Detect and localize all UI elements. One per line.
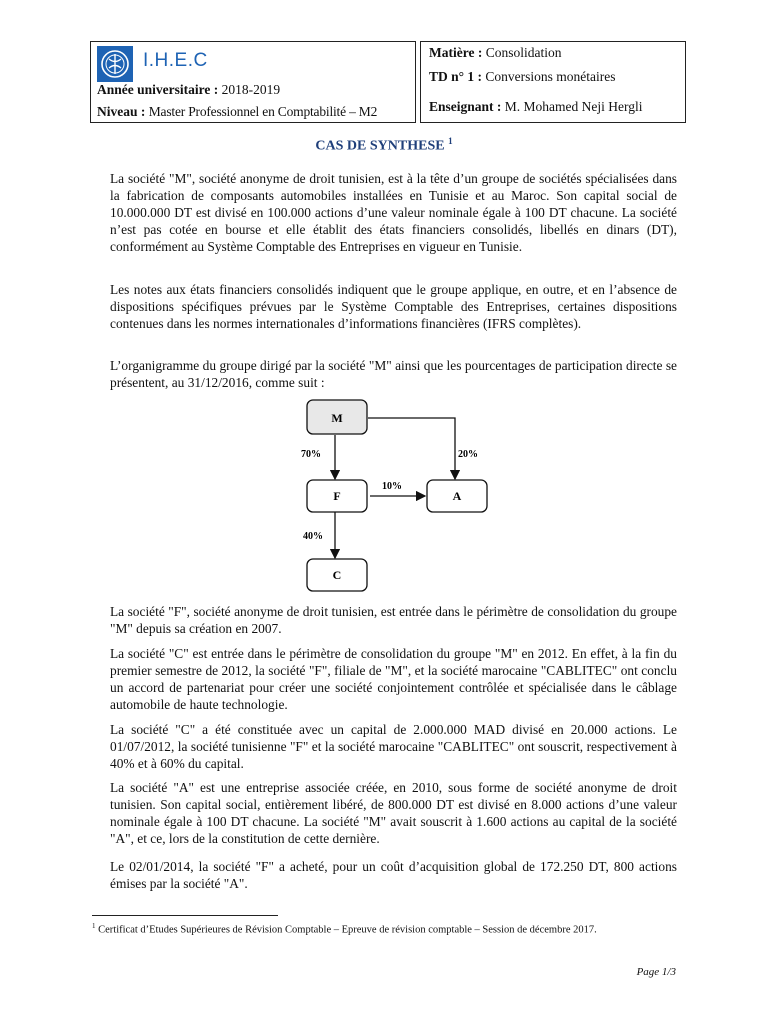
level-line xyxy=(97,104,377,120)
teacher-line xyxy=(429,99,643,115)
edge-label-m-a: 20% xyxy=(458,449,478,460)
footnote xyxy=(92,922,597,936)
course-header-box xyxy=(420,41,686,123)
subject-line xyxy=(429,45,561,61)
document-title xyxy=(0,136,768,155)
paragraph-1: La société "M", société anonyme de droit tunisien, est à la tête d’un groupe de sociétés spécialisées dans la fabrication de composants automobiles installées en Tunisie et au Maroc. Son capital social de 10.000.000 DT est divisé en 100.000 actions d’une valeur nominale égale à 100 DT chacune. La société n’est pas cotée en bourse et elle établit des états financiers consolidés, libellés en dinars (DT), conformément au Système Comptable des Entreprises en vigueur en Tunisie. xyxy=(110,171,677,254)
td-value: Conversions monétaires xyxy=(485,69,616,84)
paragraph-6: La société "C" a été constituée avec un capital de 2.000.000 MAD divisé en 20.000 actions. Le 01/07/2012, la société tunisienne "F" et la société marocaine "CABLITEC" ont souscrit, respectivement à 40% et à 60% du capital. xyxy=(110,722,677,771)
node-f-label: F xyxy=(333,489,341,503)
td-label: TD n° 1 : xyxy=(429,69,483,84)
page-number: Page 1/3 xyxy=(636,966,676,978)
teacher-value: M. Mohamed Neji Hergli xyxy=(504,99,643,114)
footnote-text: Certificat d’Etudes Supérieures de Révision Comptable – Epreuve de révision comptable – Session de décembre 2017. xyxy=(98,924,597,936)
edge-label-f-c: 40% xyxy=(303,531,323,542)
ihec-logo-icon xyxy=(97,46,133,82)
node-c-label: C xyxy=(332,568,342,582)
paragraph-2: Les notes aux états financiers consolidés indiquent que le groupe applique, en outre, et en l’absence de dispositions spécifiques prévues par le Système Comptable des Entreprises, certaines dispositions contenues dans les normes internationales d’informations financières (IFRS complètes). xyxy=(110,282,677,331)
paragraph-8: Le 02/01/2014, la société "F" a acheté, pour un coût d’acquisition global de 172.250 DT, 800 actions émises par la société "A". xyxy=(110,859,677,891)
footnote-divider xyxy=(92,915,278,916)
title-text: CAS DE SYNTHESE xyxy=(315,138,445,154)
td-line xyxy=(429,69,616,85)
subject-label: Matière : xyxy=(429,45,483,60)
institution-header-box xyxy=(90,41,416,123)
group-organization-chart xyxy=(290,395,500,595)
paragraph-3: L’organigramme du groupe dirigé par la société "M" ainsi que les pourcentages de participation directe se présentent, au 31/12/2016, comme suit : xyxy=(110,358,677,390)
node-a-label: A xyxy=(452,489,462,503)
edge-m-a xyxy=(368,418,455,479)
edge-label-f-a: 10% xyxy=(382,481,402,492)
level-value: Master Professionnel en Comptabilité – M2 xyxy=(148,104,378,119)
paragraph-5: La société "C" est entrée dans le périmètre de consolidation du groupe "M" en 2012. En effet, à la fin du premier semestre de 2012, la société "F", filiale de "M", et la société marocaine "CABLITEC" ont conclu un accord de partenariat pour créer une société conjointement contrôlée et spécialisée dans le câblage automobile de haute technologie. xyxy=(110,646,677,712)
academic-year-label: Année universitaire : xyxy=(97,82,219,97)
academic-year-line xyxy=(97,82,280,98)
institution-name: I.H.E.C xyxy=(143,50,208,71)
paragraph-7: La société "A" est une entreprise associée créée, en 2010, sous forme de société anonyme de droit tunisien. Son capital social, entièrement libéré, de 800.000 DT est divisé en 8.000 actions d’une valeur nominale égale à 100 DT chacune. La société "M" avait souscrit à 1.600 actions au capital de la société "A", et ce, lors de la constitution de cette dernière. xyxy=(110,780,677,846)
teacher-label: Enseignant : xyxy=(429,99,502,114)
paragraph-4: La société "F", société anonyme de droit tunisien, est entrée dans le périmètre de consolidation du groupe "M" depuis sa création en 2007. xyxy=(110,604,677,636)
footnote-mark: 1 xyxy=(92,922,96,930)
edge-label-m-f: 70% xyxy=(301,449,321,460)
title-footnote-mark: 1 xyxy=(448,136,453,146)
academic-year-value: 2018-2019 xyxy=(221,82,281,97)
subject-value: Consolidation xyxy=(485,45,562,60)
node-m-label: M xyxy=(331,411,343,425)
level-label: Niveau : xyxy=(97,104,146,119)
